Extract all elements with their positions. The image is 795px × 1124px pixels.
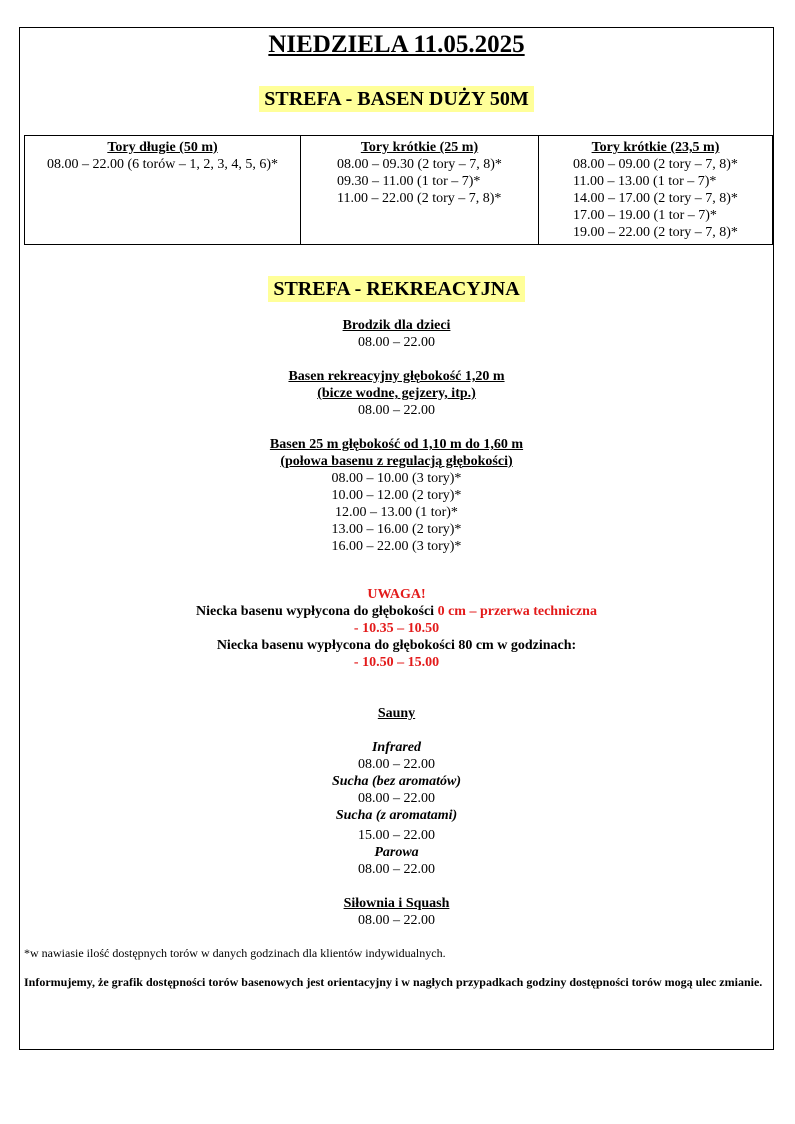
info-notice: Informujemy, że grafik dostępności torów basenowych jest orientacyjny i w nagłych przypadkach godziny dostępności torów mogą ulec zmianie. [24,975,763,989]
lanes-col-short-23 [539,136,773,245]
brodzik-section [20,317,773,351]
uwaga-label: UWAGA! [367,587,426,602]
lanes-col-short-23-line: 11.00 – 13.00 (1 tor – 7)* [573,174,717,189]
sauny-section [20,705,773,722]
lanes-col-short-23-line: 17.00 – 19.00 (1 tor – 7)* [573,208,717,223]
lanes-col-long-header: Tory długie (50 m) [107,140,218,155]
basen25-line: 10.00 – 12.00 (2 tory)* [331,488,462,503]
lanes-col-short-25-header: Tory krótkie (25 m) [360,140,479,155]
sauna-sucha-z-hours: 15.00 – 22.00 [358,828,435,843]
zone-large-pool [20,86,773,112]
lanes-col-short-25 [301,136,539,245]
sauna-sucha-z-name: Sucha (z aromatami) [335,808,458,823]
zone-recreation [20,276,773,302]
sauna-parowa [20,844,773,878]
zone-recreation-label: STREFA - REKREACYJNA [268,276,524,302]
sauna-infrared [20,739,773,773]
sauna-sucha-bez-hours: 08.00 – 22.00 [358,791,435,806]
sauna-sucha-bez [20,773,773,807]
silownia-header: Siłownia i Squash [343,896,450,911]
zone-large-pool-label: STREFA - BASEN DUŻY 50M [259,86,533,112]
rekreacyjny-hours: 08.00 – 22.00 [358,403,435,418]
lanes-col-long-line: 08.00 – 22.00 (6 torów – 1, 2, 3, 4, 5, 6)* [47,157,278,172]
uwaga-line-3: Niecka basenu wypłycona do głębokości 80 cm w godzinach: [216,638,577,653]
uwaga-line-1 [20,603,773,620]
uwaga-line-1-red: 0 cm – przerwa techniczna [437,604,597,619]
lanes-col-long [25,136,301,245]
sauna-sucha-bez-name: Sucha (bez aromatów) [331,774,462,789]
uwaga-line-4: - 10.50 – 15.00 [353,655,440,670]
brodzik-header: Brodzik dla dzieci [342,318,451,333]
basen25-line: 12.00 – 13.00 (1 tor)* [335,505,458,520]
basen25-line: 13.00 – 16.00 (2 tory)* [331,522,462,537]
rekreacyjny-header: Basen rekreacyjny głębokość 1,20 m [288,369,505,384]
silownia-section [20,895,773,929]
lanes-col-short-25-line: 11.00 – 22.00 (2 tory – 7, 8)* [337,191,502,206]
sauny-header: Sauny [377,706,416,721]
basen25-line: 08.00 – 10.00 (3 tory)* [331,471,462,486]
sauna-sucha-z [20,807,773,844]
basen25-subheader: (połowa basenu z regulacją głębokości) [280,454,513,469]
basen25-header: Basen 25 m głębokość od 1,10 m do 1,60 m [269,437,524,452]
basen25-line: 16.00 – 22.00 (3 tory)* [331,539,462,554]
uwaga-line-2: - 10.35 – 10.50 [353,621,440,636]
uwaga-line-1-text: Niecka basenu wypłycona do głębokości [196,604,438,619]
footnote: *w nawiasie ilość dostępnych torów w danych godzinach dla klientów indywidualnych. [24,946,446,960]
lanes-col-short-23-header: Tory krótkie (23,5 m) [591,140,720,155]
lanes-col-short-25-line: 08.00 – 09.30 (2 tory – 7, 8)* [337,157,502,172]
sauna-parowa-name: Parowa [374,845,419,860]
sauna-infrared-name: Infrared [371,740,421,755]
schedule-frame [19,27,774,1050]
lanes-col-short-25-line: 09.30 – 11.00 (1 tor – 7)* [337,174,481,189]
lanes-col-short-23-line: 14.00 – 17.00 (2 tory – 7, 8)* [573,191,738,206]
lanes-col-short-23-line: 19.00 – 22.00 (2 tory – 7, 8)* [573,225,738,240]
uwaga-section [20,586,773,671]
basen25-section [20,436,773,555]
lanes-col-short-23-line: 08.00 – 09.00 (2 tory – 7, 8)* [573,157,738,172]
rekreacyjny-subheader: (bicze wodne, gejzery, itp.) [317,386,476,401]
lanes-table [24,135,773,245]
brodzik-hours: 08.00 – 22.00 [358,335,435,350]
page-title: NIEDZIELA 11.05.2025 [268,31,525,58]
silownia-hours: 08.00 – 22.00 [358,913,435,928]
rekreacyjny-section [20,368,773,419]
sauna-parowa-hours: 08.00 – 22.00 [358,862,435,877]
sauna-infrared-hours: 08.00 – 22.00 [358,757,435,772]
